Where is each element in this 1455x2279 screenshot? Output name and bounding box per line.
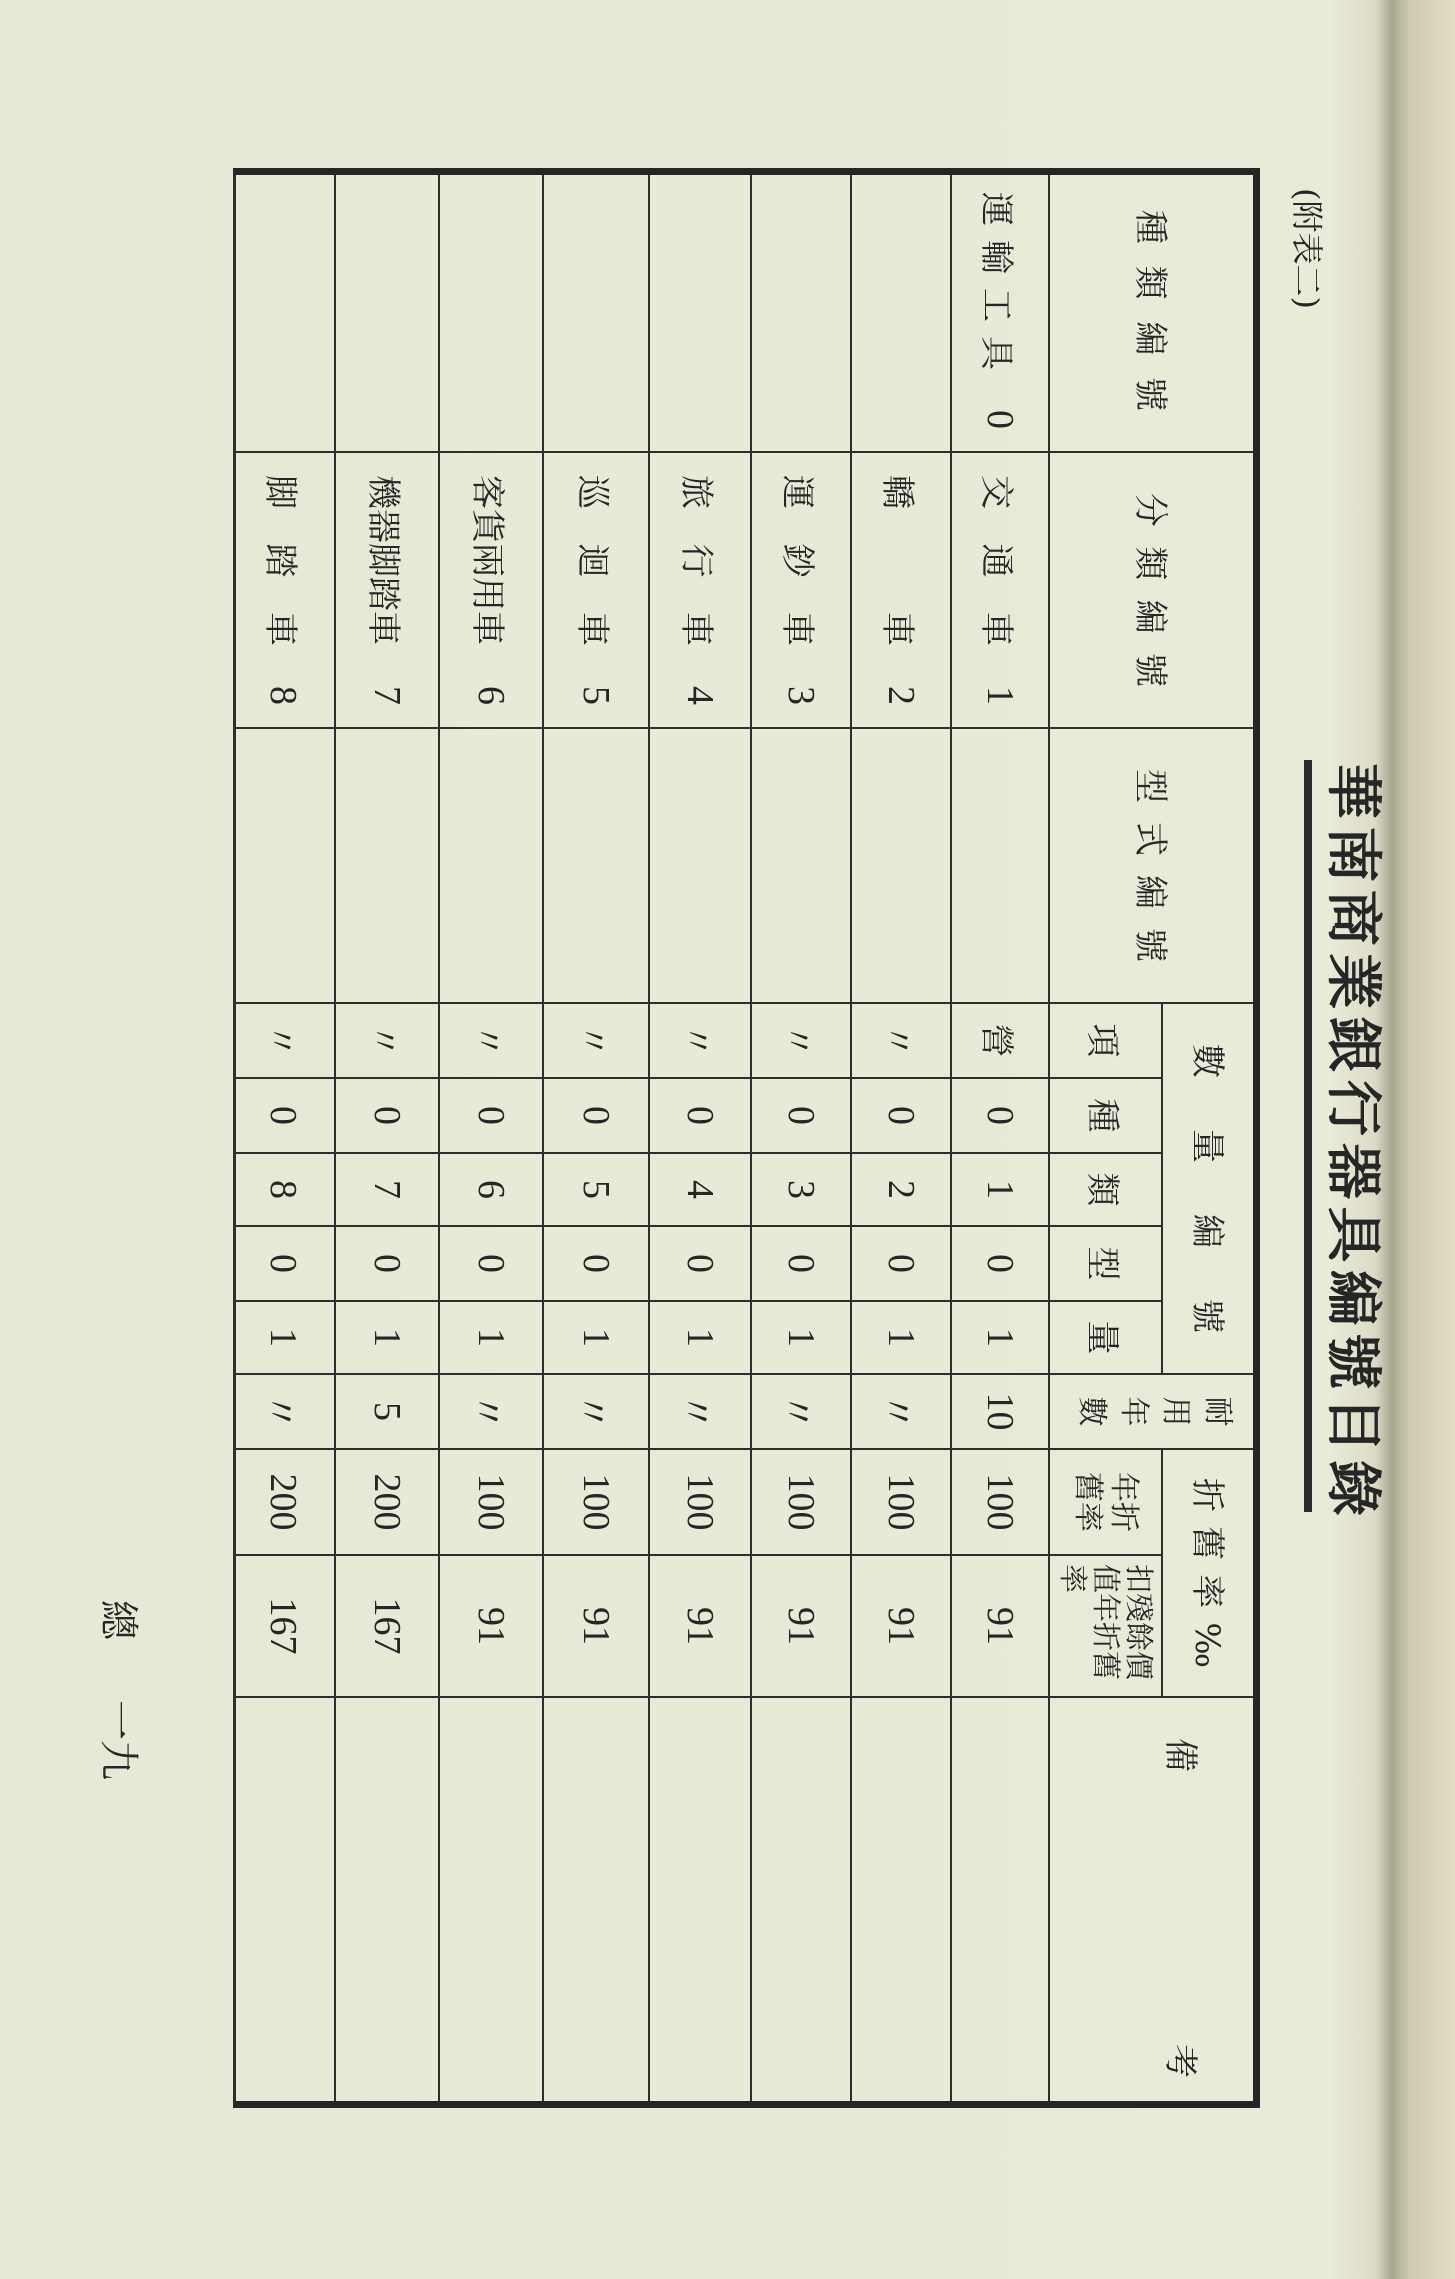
value-qty: 1 [575, 1328, 617, 1347]
value-annual-rate: 200 [366, 1473, 408, 1531]
value-qty: 1 [979, 1328, 1021, 1347]
cell-net-rate [752, 1554, 852, 1696]
class-cell [233, 451, 336, 727]
cell-item [336, 1002, 440, 1077]
cell-type [852, 1225, 952, 1300]
cell-kind [440, 1077, 544, 1152]
cell-annual-rate [650, 1448, 752, 1554]
cell-life [440, 1373, 544, 1448]
value-annual-rate: 200 [262, 1473, 305, 1531]
cell-type [440, 1225, 544, 1300]
value-type: 0 [262, 1254, 305, 1273]
value-qty: 1 [470, 1328, 512, 1347]
remarks-cell [952, 1696, 1050, 2108]
cell-cls [650, 1152, 752, 1225]
value-item: 〃 [777, 1023, 818, 1058]
category-cell [650, 168, 752, 451]
value-kind: 0 [780, 1106, 822, 1125]
value-qty: 1 [880, 1328, 922, 1347]
header-qty-item: 項 [1050, 1002, 1163, 1077]
category-entry [976, 170, 1025, 451]
cell-qty [952, 1300, 1050, 1373]
value-annual-rate: 100 [575, 1473, 617, 1531]
model-cell [852, 727, 952, 1002]
value-type: 0 [979, 1254, 1021, 1273]
cell-annual-rate [952, 1448, 1050, 1554]
cell-item [544, 1002, 650, 1077]
class-name: 旅行車 [676, 475, 717, 646]
class-cell [336, 451, 440, 727]
value-kind: 0 [262, 1106, 305, 1125]
cell-type [952, 1225, 1050, 1300]
category-cell [336, 168, 440, 451]
category-cell [752, 168, 852, 451]
header-depreciation-rate [1163, 1448, 1260, 1696]
value-type: 0 [470, 1254, 512, 1273]
class-number: 3 [780, 686, 822, 705]
cell-annual-rate [544, 1448, 650, 1554]
cell-kind [336, 1077, 440, 1152]
document-title: 華南商業銀行器具編號目錄 [1320, 763, 1386, 1519]
value-net-rate: 91 [679, 1607, 721, 1645]
value-life: 〃 [465, 1392, 508, 1431]
cell-qty [752, 1300, 852, 1373]
header-qty-type: 型 [1050, 1225, 1163, 1300]
value-net-rate: 167 [366, 1597, 408, 1655]
class-name: 轎車 [877, 475, 918, 646]
value-type: 0 [679, 1254, 721, 1273]
value-net-rate: 167 [262, 1597, 305, 1655]
cell-net-rate [952, 1554, 1050, 1696]
class-name: 交通車 [976, 475, 1017, 646]
cell-item [650, 1002, 752, 1077]
cell-type [544, 1225, 650, 1300]
cell-kind [650, 1077, 752, 1152]
value-type: 0 [366, 1254, 408, 1273]
header-category-no [1050, 168, 1260, 451]
value-kind: 0 [679, 1106, 721, 1125]
cell-life [336, 1373, 440, 1448]
cell-kind [952, 1077, 1050, 1152]
header-char: 用 [1158, 1396, 1193, 1427]
header-qty-kind: 種 [1050, 1077, 1163, 1152]
cell-life [233, 1373, 336, 1448]
value-kind: 0 [366, 1106, 408, 1125]
cell-item [233, 1002, 336, 1077]
class-cell [544, 451, 650, 727]
category-cell [852, 168, 952, 451]
cell-net-rate [852, 1554, 952, 1696]
value-item: 〃 [877, 1023, 918, 1058]
cell-qty [233, 1300, 336, 1373]
value-cls: 4 [679, 1180, 721, 1199]
class-name: 巡迴車 [572, 475, 613, 646]
value-kind: 0 [880, 1106, 922, 1125]
remarks-cell [336, 1696, 440, 2108]
header-net-rate [1050, 1554, 1163, 1696]
class-entry [363, 453, 412, 727]
cell-life [852, 1373, 952, 1448]
class-number: 1 [979, 686, 1021, 705]
table-caption: (附表二) [1288, 188, 1326, 309]
cell-kind [233, 1077, 336, 1152]
category-cell [233, 168, 336, 451]
class-entry [777, 453, 826, 727]
value-cls: 8 [262, 1180, 305, 1199]
cell-net-rate [544, 1554, 650, 1696]
header-label: 種類編號 [1130, 210, 1171, 411]
cell-item [852, 1002, 952, 1077]
remarks-cell [233, 1696, 336, 2108]
header-char: 數 [1074, 1396, 1109, 1427]
header-char: 備 [1160, 1738, 1201, 1772]
header-model-no [1050, 727, 1260, 1002]
cell-item [952, 1002, 1050, 1077]
cell-kind [852, 1077, 952, 1152]
cell-item [440, 1002, 544, 1077]
category-cell [544, 168, 650, 451]
value-qty: 1 [780, 1328, 822, 1347]
header-label: 年折舊率 [1070, 1472, 1142, 1532]
value-annual-rate: 100 [780, 1473, 822, 1531]
cell-life [952, 1373, 1050, 1448]
model-cell [440, 727, 544, 1002]
value-annual-rate: 100 [880, 1473, 922, 1531]
class-number: 4 [679, 686, 721, 705]
value-net-rate: 91 [470, 1607, 512, 1645]
value-cls: 1 [979, 1180, 1021, 1199]
cell-qty [440, 1300, 544, 1373]
value-life: 〃 [674, 1392, 717, 1431]
model-cell [650, 727, 752, 1002]
cell-qty [544, 1300, 650, 1373]
value-cls: 7 [366, 1180, 408, 1199]
cell-annual-rate [233, 1448, 336, 1554]
category-cell [952, 168, 1050, 451]
cell-net-rate [233, 1554, 336, 1696]
class-entry [467, 453, 516, 727]
header-class-no [1050, 451, 1260, 727]
class-entry [572, 453, 621, 727]
value-life: 10 [979, 1392, 1021, 1431]
cell-annual-rate [852, 1448, 952, 1554]
cell-kind [544, 1077, 650, 1152]
cell-cls [752, 1152, 852, 1225]
header-qty-class: 類 [1050, 1152, 1163, 1225]
class-cell [952, 451, 1050, 727]
value-item: 〃 [572, 1023, 613, 1058]
value-cls: 5 [575, 1180, 617, 1199]
header-qty-no [1163, 1002, 1260, 1373]
cell-item [752, 1002, 852, 1077]
header-label: 型式編號 [1130, 769, 1171, 962]
category-cell [440, 168, 544, 451]
header-char: 考 [1160, 2044, 1201, 2078]
class-cell [650, 451, 752, 727]
header-qty-amount: 量 [1050, 1300, 1163, 1373]
header-remarks [1050, 1696, 1260, 2108]
class-entry [676, 453, 725, 727]
cell-life [544, 1373, 650, 1448]
value-type: 0 [780, 1254, 822, 1273]
value-net-rate: 91 [780, 1607, 822, 1645]
value-life: 〃 [875, 1392, 918, 1431]
cell-life [752, 1373, 852, 1448]
remarks-cell [544, 1696, 650, 2108]
value-net-rate: 91 [575, 1607, 617, 1645]
header-char: 年 [1116, 1396, 1151, 1427]
class-name: 機器脚踏車 [363, 475, 404, 645]
class-number: 7 [366, 686, 408, 705]
category-number: 0 [979, 410, 1021, 429]
class-number: 2 [880, 686, 922, 705]
value-qty: 1 [366, 1328, 408, 1347]
cell-cls [544, 1152, 650, 1225]
class-number: 8 [262, 686, 305, 705]
model-cell [233, 727, 336, 1002]
value-item: 〃 [260, 1023, 300, 1058]
cell-type [752, 1225, 852, 1300]
cell-qty [650, 1300, 752, 1373]
cell-type [233, 1225, 336, 1300]
value-life: 〃 [775, 1392, 818, 1431]
value-cls: 2 [880, 1180, 922, 1199]
remarks-cell [440, 1696, 544, 2108]
value-kind: 0 [470, 1106, 512, 1125]
value-annual-rate: 100 [979, 1473, 1021, 1531]
cell-annual-rate [440, 1448, 544, 1554]
class-entry [976, 453, 1025, 727]
model-cell [752, 727, 852, 1002]
cell-net-rate [440, 1554, 544, 1696]
class-cell [852, 451, 952, 727]
cell-cls [952, 1152, 1050, 1225]
value-net-rate: 91 [979, 1607, 1021, 1645]
cell-annual-rate [336, 1448, 440, 1554]
remarks-cell [650, 1696, 752, 2108]
model-cell [336, 727, 440, 1002]
value-kind: 0 [575, 1106, 617, 1125]
remarks-cell [752, 1696, 852, 2108]
value-annual-rate: 100 [679, 1473, 721, 1531]
value-cls: 6 [470, 1180, 512, 1199]
value-item: 〃 [467, 1023, 508, 1058]
header-service-life [1050, 1373, 1260, 1448]
remarks-cell [852, 1696, 952, 2108]
value-type: 0 [880, 1254, 922, 1273]
value-kind: 0 [979, 1106, 1021, 1125]
title-underline [1304, 760, 1312, 1512]
cell-net-rate [336, 1554, 440, 1696]
header-label: 折舊率‰ [1187, 1478, 1227, 1668]
cell-cls [336, 1152, 440, 1225]
class-name: 客貨兩用車 [467, 475, 508, 645]
value-life: 〃 [258, 1392, 300, 1431]
category-name: 運輸工具 [976, 192, 1017, 370]
model-cell [544, 727, 650, 1002]
header-annual-rate [1050, 1448, 1163, 1554]
value-annual-rate: 100 [470, 1473, 512, 1531]
cell-type [650, 1225, 752, 1300]
cell-kind [752, 1077, 852, 1152]
value-qty: 1 [262, 1328, 305, 1347]
class-number: 6 [470, 686, 512, 705]
class-cell [440, 451, 544, 727]
page-footer [93, 1600, 150, 1780]
cell-life [650, 1373, 752, 1448]
page-number: 一九 [95, 1700, 141, 1780]
value-item: 〃 [676, 1023, 717, 1058]
class-entry [877, 453, 926, 727]
cell-qty [852, 1300, 952, 1373]
class-number: 5 [575, 686, 617, 705]
header-label: 扣殘餘價值年折舊率 [1056, 1564, 1156, 1681]
header-label: 分類編號 [1130, 493, 1171, 687]
cell-cls [440, 1152, 544, 1225]
value-life: 5 [366, 1402, 408, 1421]
value-life: 〃 [570, 1392, 613, 1431]
cell-cls [233, 1152, 336, 1225]
cell-annual-rate [752, 1448, 852, 1554]
cell-qty [336, 1300, 440, 1373]
cell-cls [852, 1152, 952, 1225]
class-name: 運鈔車 [777, 475, 818, 646]
class-cell [752, 451, 852, 727]
class-name: 脚踏車 [260, 475, 300, 646]
value-net-rate: 91 [880, 1607, 922, 1645]
value-cls: 3 [780, 1180, 822, 1199]
cell-net-rate [650, 1554, 752, 1696]
value-item: 〃 [363, 1023, 404, 1058]
cell-type [336, 1225, 440, 1300]
header-char: 耐 [1200, 1396, 1235, 1427]
value-type: 0 [575, 1254, 617, 1273]
header-label: 數量編號 [1187, 1044, 1227, 1333]
footer-label: 總 [95, 1600, 141, 1640]
value-qty: 1 [679, 1328, 721, 1347]
class-entry [259, 453, 308, 727]
value-item: 營 [976, 1023, 1017, 1058]
model-cell [952, 727, 1050, 1002]
